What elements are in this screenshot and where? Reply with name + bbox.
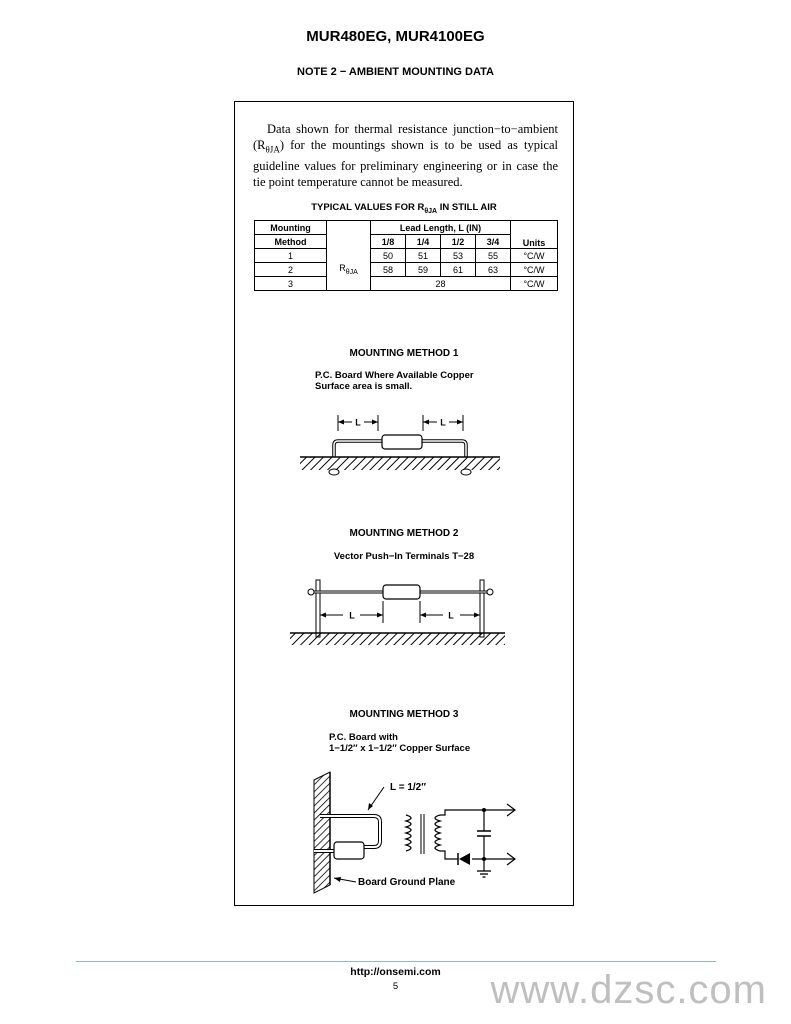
table-cell: 55	[476, 249, 511, 263]
arrow-head	[377, 613, 383, 618]
method2-label-left: L	[349, 610, 355, 621]
intro-paragraph	[253, 121, 558, 190]
lead-right	[420, 441, 466, 457]
diode-symbol	[459, 853, 470, 865]
header-col-1-4: 1/4	[406, 235, 441, 249]
table-cell: 58	[371, 263, 406, 277]
note-title: NOTE 2 − AMBIENT MOUNTING DATA	[297, 66, 494, 78]
table-cell: 50	[371, 249, 406, 263]
table-cell-units: °C/W	[511, 249, 558, 263]
transformer-primary	[406, 815, 411, 851]
intro-tail: ) for the mountings shown is to be used as typical guideline values for preliminary engineering or in case the tie point temperature cannot be measured.	[253, 138, 558, 189]
page-number: 5	[392, 981, 399, 992]
header-mounting	[255, 221, 327, 235]
pc-board	[290, 633, 505, 645]
header-mounting-label: Mounting	[270, 222, 311, 233]
arrow-head	[423, 420, 429, 425]
table-header-row	[255, 221, 558, 235]
intro-lead: Data shown for thermal resistance junction−to−ambient (R	[253, 122, 558, 152]
method3-desc-line2: 1−1/2″ x 1−1/2″ Copper Surface	[329, 743, 471, 754]
method3-description	[329, 732, 470, 754]
header-col-1-8: 1/8	[371, 235, 406, 249]
method3-lead-label: L = 1/2″	[390, 782, 427, 793]
param-subscript: θJA	[345, 268, 358, 276]
method2-label-right: L	[448, 610, 454, 621]
method3-title: MOUNTING METHOD 3	[349, 709, 459, 720]
header-units: Units	[511, 221, 558, 249]
method1-title: MOUNTING METHOD 1	[349, 348, 459, 359]
diode-body	[383, 585, 420, 599]
lead-right-inner	[420, 441, 466, 457]
arrow-head	[338, 420, 344, 425]
header-lead-length: Lead Length, L (IN)	[371, 221, 511, 235]
watermark: www.dzsc.com	[490, 968, 767, 1012]
lead-end	[308, 589, 314, 595]
footer-url[interactable]: http://onsemi.com	[350, 966, 441, 978]
wire-bottom	[440, 851, 455, 859]
method3-diagram	[300, 770, 530, 900]
junction-dot	[482, 808, 486, 812]
method3-ground-label: Board Ground Plane	[358, 877, 456, 888]
method1-label-left: L	[355, 417, 361, 428]
terminal-left	[316, 580, 320, 637]
method2-title: MOUNTING METHOD 2	[349, 528, 459, 539]
table-row	[255, 263, 558, 277]
terminal-right	[480, 580, 484, 637]
method2-description: Vector Push−In Terminals T−28	[333, 551, 475, 562]
diode-body	[382, 435, 422, 449]
method1-label-right: L	[440, 417, 446, 428]
header-method-label: Method	[274, 236, 307, 247]
table-cell-merged: 28	[371, 277, 511, 291]
table-cell-units: °C/W	[511, 263, 558, 277]
method3-desc-line1: P.C. Board with	[329, 732, 398, 743]
table-title	[234, 202, 574, 215]
table-row	[255, 277, 558, 291]
pc-board	[300, 457, 500, 470]
thermal-resistance-table	[254, 220, 558, 291]
table-row	[255, 249, 558, 263]
method1-desc-line1: P.C. Board Where Available Copper	[315, 370, 474, 381]
arrow-head	[420, 613, 426, 618]
table-cell: 51	[406, 249, 441, 263]
header-method	[255, 235, 327, 249]
table-cell: 61	[441, 263, 476, 277]
table-cell: 53	[441, 249, 476, 263]
param-main: R	[339, 262, 346, 273]
row-method: 1	[255, 249, 327, 263]
intro-subscript: θJA	[265, 144, 280, 155]
lead-left-inner	[334, 441, 382, 457]
arrow-head	[457, 420, 463, 425]
row-parameter	[327, 249, 371, 291]
diode-body	[334, 842, 364, 859]
solder-joint	[461, 469, 471, 475]
row-method: 3	[255, 277, 327, 291]
method1-description	[315, 370, 474, 392]
header-parameter-blank-2	[327, 235, 371, 249]
arrow-head	[320, 613, 326, 618]
table-cell: 63	[476, 263, 511, 277]
row-method: 2	[255, 263, 327, 277]
transformer-secondary	[435, 815, 440, 851]
pc-board	[314, 772, 330, 893]
table-cell: 59	[406, 263, 441, 277]
solder-joint	[329, 469, 339, 475]
header-col-3-4: 3/4	[476, 235, 511, 249]
table-title-lead: TYPICAL VALUES FOR R	[311, 202, 425, 213]
method1-desc-line2: Surface area is small.	[315, 381, 413, 392]
arrow-head	[372, 420, 378, 425]
method1-diagram	[290, 405, 510, 490]
footer-divider	[76, 961, 716, 962]
lead-end	[487, 589, 493, 595]
method2-diagram	[285, 575, 510, 650]
wire-top	[440, 810, 515, 815]
header-col-1-2: 1/2	[441, 235, 476, 249]
arrow-head	[474, 613, 480, 618]
header-parameter-blank	[327, 221, 371, 235]
table-title-tail: IN STILL AIR	[437, 202, 497, 213]
document-title: MUR480EG, MUR4100EG	[306, 28, 485, 45]
table-cell-units: °C/W	[511, 277, 558, 291]
lead-left	[334, 441, 382, 457]
table-title-subscript: θJA	[424, 207, 438, 215]
